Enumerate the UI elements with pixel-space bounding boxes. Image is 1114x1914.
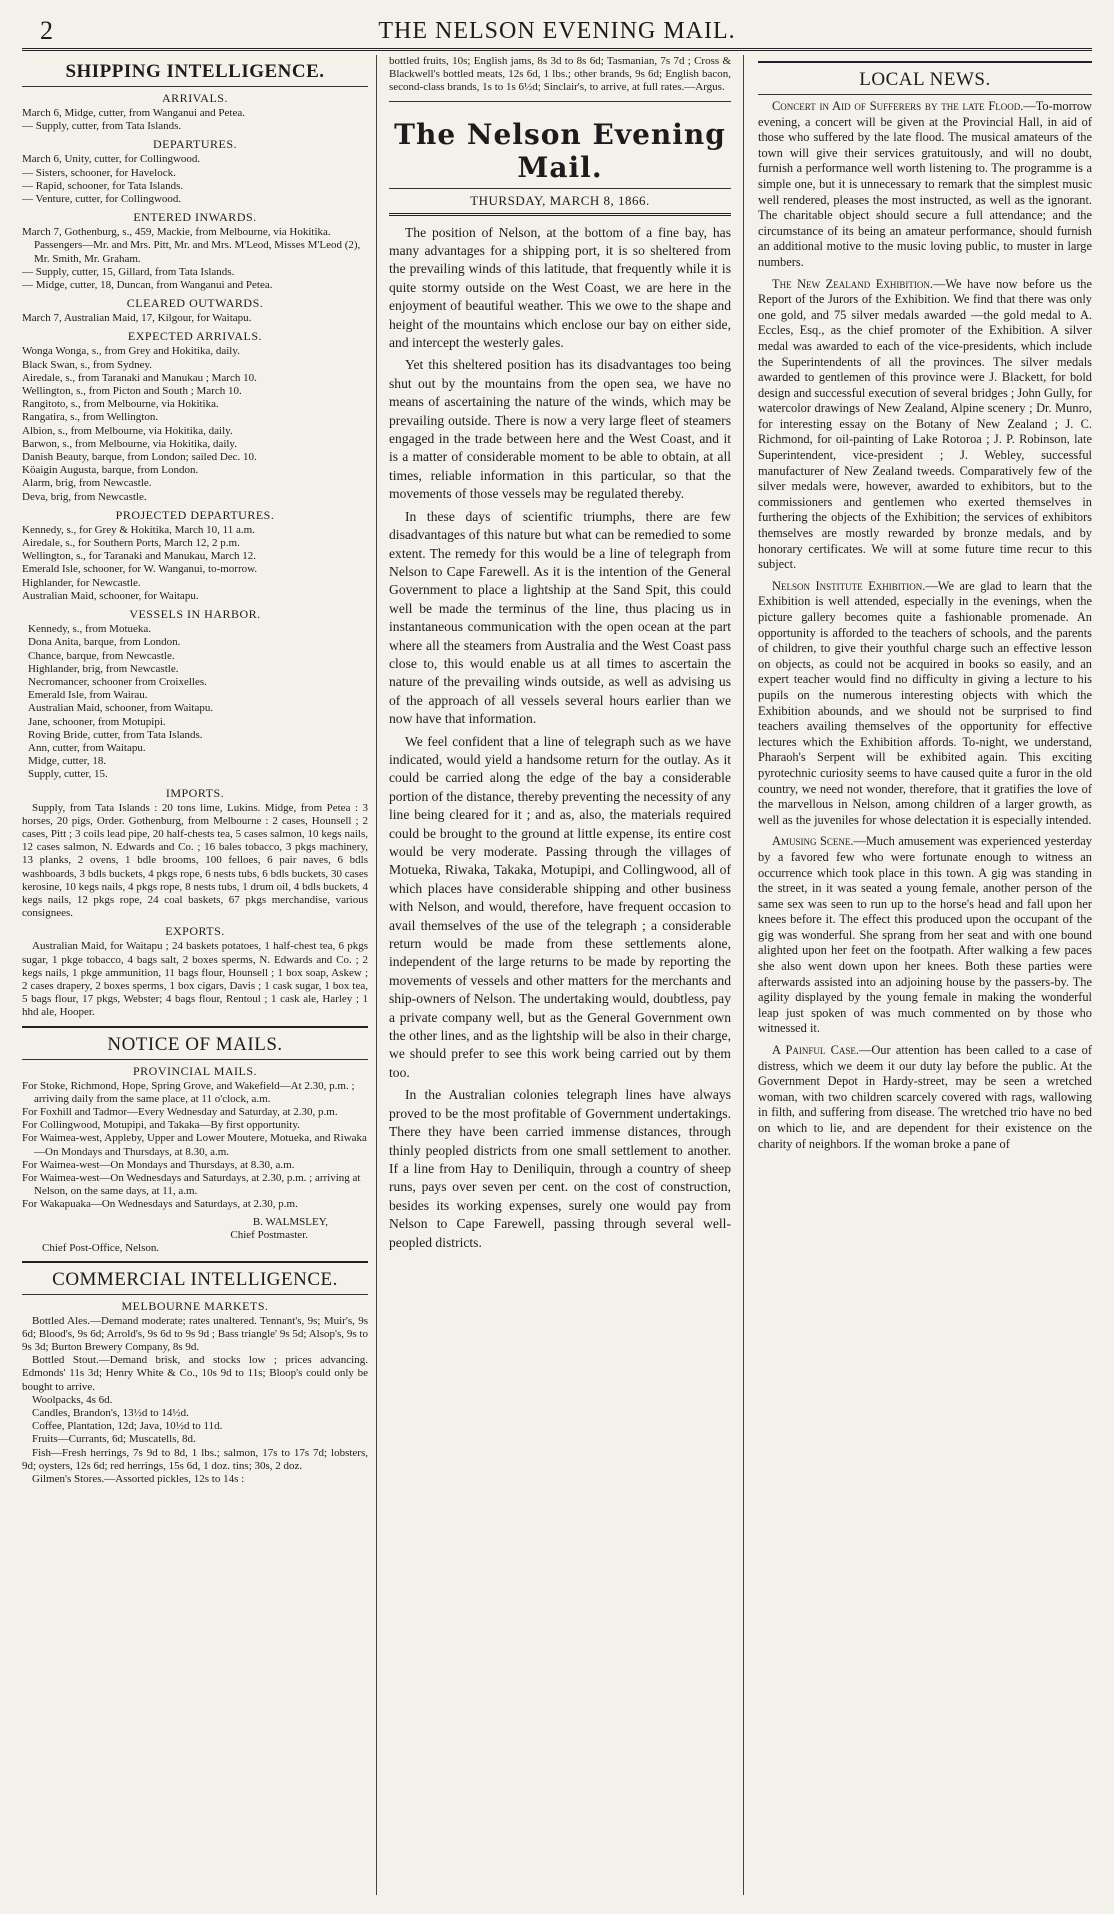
arrivals-heading: ARRIVALS. bbox=[162, 91, 228, 105]
news-item-title: Concert in Aid of Sufferers by the late Flood. bbox=[772, 99, 1024, 113]
exports-text: Australian Maid, for Waitapu ; 24 baskets potatoes, 1 half-chest tea, 6 pkgs sugar, 1 pkge tobacco, 4 bags salt, 2 boxes sperms, N. Edwards and Co. ; 2 kegs nails, 1 pkge ammunition, 11 bags flour, Hounsell ; 1 box soap, Askew ; 2 cases drapery, 2 boxes sperms, 1 box cigars, Davis ; 1 cask sugar, 1 box tea, 5 bags flour, 17 pkgs, Webster; 4 bags flour, Rentoul ; 1 cask ale, Harley ; 1 hhd ale, Hooper. bbox=[22, 940, 368, 1019]
news-item bbox=[758, 277, 1092, 573]
list-item: Jane, schooner, from Motupipi. bbox=[28, 715, 166, 728]
list-item: Albion, s., from Melbourne, via Hokitika, daily. bbox=[22, 424, 233, 437]
mail-entry: For Collingwood, Motupipi, and Takaka—By first opportunity. bbox=[22, 1119, 300, 1132]
list-item: Alarm, brig, from Newcastle. bbox=[22, 477, 152, 490]
list-item: Supply, cutter, 15. bbox=[28, 768, 108, 781]
dateline: THURSDAY, MARCH 8, 1866. bbox=[389, 188, 731, 216]
expected-heading: EXPECTED ARRIVALS. bbox=[127, 329, 263, 344]
mails-heading: NOTICE OF MAILS. bbox=[22, 1026, 368, 1060]
harbor-heading: VESSELS IN HARBOR. bbox=[129, 607, 261, 622]
editorial-paragraph: In these days of scientific triumphs, there are few disadvantages of this nature but what can be remedied to some extent. The remedy for this would be a line of telegraph from Nelson to Cape Farewell. As it is the intention of the General Government to place a lightship at the Sand Spit, this could well be made the terminus of the line, thus placing us in instantaneous communication with the open ocean at the part where all the steamers from Australia and the West Coast pass close to, this would enable us at all times to ascertain the nature of the prevailing winds outside, as well as advising us of the approach of all vessels several hours earlier than we now have that information. bbox=[389, 508, 731, 727]
news-item-title: The New Zealand Exhibition. bbox=[772, 276, 933, 291]
news-item-body: —We have now before us the Report of the Jurors of the Exhibition. We find that there was only one gold, and 75 silver medals awarded —the gold medal to A. Eccles, Esq., as the chief promoter of the Exhibition. A silver medal was awarded to each of the vice-presidents, which include the Superintendents of all the provinces. The silver medals awarded to gentlemen of this province were J. Blackett, for bold design and successful execution of several bridges ; John Gully, for watercolor drawings of New Zealand, Alpine scenery ; Dr. Munro, for interesting essay on the Botany of New Zealand ; J. C. Richmond, for oil-painting of Lake Rotoroa ; J. P. Robinson, late Superintendent, vice-president ; J. Webley, successful manufacturer of New Zealand tweeds. Comparatively few of the silver medals were, however, awarded to exhibitors, but to the commissioners and gentlemen who exerted themselves in furthering the objects of the Exhibition; the services of exhibitors themselves are mostly rewarded by bronze medals, and by honorary certificates. We will at some future time recur to this subject. bbox=[758, 276, 1092, 572]
masthead bbox=[22, 14, 1092, 51]
imports-heading: IMPORTS. bbox=[165, 785, 225, 800]
provincial-mails-heading: PROVINCIAL MAILS. bbox=[132, 1063, 258, 1078]
list-item: Wonga Wonga, s., from Grey and Hokitika, daily. bbox=[22, 345, 240, 358]
list-item: — Midge, cutter, 18, Duncan, from Wanganui and Petea. bbox=[22, 279, 273, 292]
news-item bbox=[758, 1043, 1092, 1152]
news-item-body: —To-morrow evening, a concert will be given at the Provincial Hall, in aid of those who suffered by the late flood. The musical amateurs of the town will give their services gratuitously, and will no doubt, furnish a performance well worth listening to. The programme is a simple one, but it is unnecessary to remark that the simplest music well rendered, pleases the most instructed, as well as the ignorant. The charitable object should secure a full attendance; and the circumstance of its being an amateur performance, should furnish an additional motive to the music loving public, to muster in large numbers. bbox=[758, 99, 1092, 269]
postmaster-name: B. WALMSLEY, bbox=[252, 1215, 328, 1228]
list-item: Highlander, brig, from Newcastle. bbox=[28, 662, 179, 675]
list-item: — Venture, cutter, for Collingwood. bbox=[22, 193, 182, 206]
news-item-title: Amusing Scene. bbox=[772, 834, 854, 849]
masthead-title: THE NELSON EVENING MAIL. bbox=[378, 18, 736, 44]
list-item: Rangatira, s., from Wellington. bbox=[22, 411, 159, 424]
column-shipping bbox=[22, 55, 377, 1895]
news-item-title: A Painful Case. bbox=[772, 1043, 859, 1058]
local-news-heading: LOCAL NEWS. bbox=[758, 61, 1092, 95]
list-item: Airedale, s., from Taranaki and Manukau ; March 10. bbox=[22, 371, 257, 384]
projected-heading: PROJECTED DEPARTURES. bbox=[115, 507, 275, 522]
column-local-news bbox=[744, 55, 1092, 1895]
mail-entry: For Stoke, Richmond, Hope, Spring Grove, and Wakefield—At 2.30, p.m. ; arriving daily from the same place, at 11 o'clock, a.m. bbox=[22, 1079, 355, 1105]
list-item: March 6, Midge, cutter, from Wanganui and Petea. bbox=[22, 107, 245, 119]
market-entry: Gilmen's Stores.—Assorted pickles, 12s to 14s : bbox=[32, 1473, 245, 1486]
list-item: Emerald Isle, from Wairau. bbox=[28, 689, 148, 702]
news-item bbox=[758, 99, 1092, 271]
news-item-body: —Much amusement was experienced yesterday by a favored few who were fortunate enough to witness an occurrence which took place in this town. A gig was standing in the street, in it was seated a young female, another person of the same sex was seen to run up to the horse's head and fall upon her knees before it. The effect this produced upon the occupant of the gig was wonderful. She sprang from her seat and with one bound alighted upon her feet on the footpath. After walking a few paces she also went down upon her knees. Both these parties were afterwards assisted into an adjoining house by the passers-by. The agility displayed by the young female in making the wonderful leap just spoken of was much commented on by those who witnessed it. bbox=[758, 834, 1092, 1036]
list-item: Wellington, s., from Picton and South ; March 10. bbox=[22, 385, 242, 398]
list-item: Necromancer, schooner from Croixelles. bbox=[28, 675, 207, 688]
market-entry: Woolpacks, 4s 6d. bbox=[32, 1393, 113, 1406]
editorial-paragraph: We feel confident that a line of telegraph such as we have indicated, would yield a handsome return for the outlay. As it could be carried along the edge of the bay a considerable portion of the distance, thereby preventing the necessity of any line being cleared for it ; and as, also, the materials required could be brought to the ground at little expense, its entire cost would be very moderate. Passing through the villages of Motueka, Riwaka, Takaka, Motupipi, and Collingwood, all of which places have considerable shipping and other business with Nelson, and would, therefore, have frequent occasion to avail themselves of the use of the telegraph ; a considerable return would be made from these settlements alone, independent of the large returns to be made by reporting the movements of vessels and other matters for the merchants and ship-owners of Nelson. The undertaking would, doubtless, pay a private company well, but as the General Government own the other lines, and as the lightship will be also in their charge, we should prefer to see this work being carried out by them too. bbox=[389, 733, 732, 1080]
news-item bbox=[758, 579, 1092, 829]
mail-entry: For Waimea-west—On Mondays and Thursdays, at 8.30, a.m. bbox=[22, 1158, 295, 1171]
market-entry: Fruits—Currants, 6d; Muscatells, 8d. bbox=[32, 1433, 196, 1446]
editorial-paragraph: In the Australian colonies telegraph lines have always proved to be the most profitable of Government undertakings. There they have been carried immense distances, through thinly peopled districts from one small settlement to another. If a line from Hay to Deniliquin, through a country of sheep runs, pays over seven per cent. on the cost of construction, besides its working expenses, surely one would pay from Nelson to Cape Farewell, passing through several well-peopled districts. bbox=[389, 1087, 731, 1250]
shipping-heading: SHIPPING INTELLIGENCE. bbox=[22, 61, 368, 87]
market-entry: Bottled Stout.—Demand brisk, and stocks low ; prices advancing. Edmonds' 11s 3d; Henry White & Co., 10s 9d to 11s; Bloop's could only be bought to arrive. bbox=[22, 1354, 368, 1393]
list-item: Danish Beauty, barque, from London; sailed Dec. 10. bbox=[22, 451, 257, 464]
list-item: March 7, Gothenburg, s., 459, Mackie, from Melbourne, via Hokitika. Passengers—Mr. and Mrs. Pitt, Mr. and Mrs. M'Leod, Misses M'Leod (2), Mr. Smith, Mr. Graham. bbox=[22, 226, 361, 265]
paper-title: The Nelson Evening Mail. bbox=[394, 117, 726, 184]
market-entry: Coffee, Plantation, 12d; Java, 10½d to 11d. bbox=[32, 1420, 223, 1433]
list-item: Airedale, s., for Southern Ports, March 12, 2 p.m. bbox=[22, 537, 240, 550]
list-item: — Supply, cutter, from Tata Islands. bbox=[22, 120, 182, 133]
list-item: — Rapid, schooner, for Tata Islands. bbox=[22, 179, 184, 192]
list-item: Ann, cutter, from Waitapu. bbox=[28, 741, 146, 754]
post-office: Chief Post-Office, Nelson. bbox=[42, 1241, 160, 1254]
mail-entry: For Waimea-west, Appleby, Upper and Lower Moutere, Motueka, and Riwaka—On Mondays and Thursdays, at 8.30, a.m. bbox=[22, 1132, 367, 1158]
list-item: Kennedy, s., from Motueka. bbox=[28, 623, 152, 636]
editorial-paragraph: The position of Nelson, at the bottom of a fine bay, has many advantages for a shipping port, it is so sheltered from the prevailing winds of this latitude, that frequently while it is quite stormy outside on the West Coast, we are here in the enjoyment of beautiful weather. This we owe to the shape and height of the mountains which enclose our bay on either side, and intercept the westerly gales. bbox=[389, 224, 731, 351]
list-item: Dona Anita, barque, from London. bbox=[28, 636, 181, 649]
postmaster-title: Chief Postmaster. bbox=[230, 1228, 308, 1241]
list-item: Barwon, s., from Melbourne, via Hokitika, daily. bbox=[22, 437, 237, 450]
list-item: Black Swan, s., from Sydney. bbox=[22, 358, 153, 371]
list-item: Roving Bride, cutter, from Tata Islands. bbox=[28, 728, 203, 741]
market-entry: Bottled Ales.—Demand moderate; rates unaltered. Tennant's, 9s; Muir's, 9s 6d; Blood's, 9s 6d; Arrold's, 9s 6d to 9s 9d ; Bass triangle' 9s 5d; Alsop's, 9s to 9s 3d; Burton Brewery Company, 8s 9d. bbox=[22, 1314, 368, 1354]
news-item bbox=[758, 834, 1092, 1037]
list-item: — Sisters, schooner, for Havelock. bbox=[22, 166, 176, 179]
mail-entry: For Waimea-west—On Wednesdays and Saturdays, at 2.30, p.m. ; arriving at Nelson, on the same days, at 11, a.m. bbox=[22, 1172, 361, 1198]
list-item: Deva, brig, from Newcastle. bbox=[22, 490, 147, 503]
list-item: Australian Maid, schooner, from Waitapu. bbox=[28, 702, 214, 715]
list-item: March 6, Unity, cutter, for Collingwood. bbox=[22, 153, 201, 166]
list-item: March 7, Australian Maid, 17, Kilgour, for Waitapu. bbox=[22, 312, 252, 325]
commercial-heading: COMMERCIAL INTELLIGENCE. bbox=[22, 1261, 368, 1295]
list-item: Rangitoto, s., from Melbourne, via Hokitika. bbox=[22, 398, 219, 411]
mail-entry: For Wakapuaka—On Wednesdays and Saturdays, at 2.30, p.m. bbox=[22, 1198, 298, 1211]
list-item: Emerald Isle, schooner, for W. Wanganui, to-morrow. bbox=[22, 563, 258, 576]
list-item: Kennedy, s., for Grey & Hokitika, March 10, 11 a.m. bbox=[22, 523, 255, 536]
editorial-paragraph: Yet this sheltered position has its disadvantages too being shut out by the mountains from the open sea, we have no means of ascertaining the nature of the winds, which may be prevailing outside. There is now a very large fleet of steamers engaged in the trade between here and the West Coast, and it is a matter of considerable moment to be able to obtain, at all times, reliable information in this particular, so that the movements of those vessels may be regulated thereby. bbox=[389, 357, 731, 502]
news-item-body: —Our attention has been called to a case of distress, which we deem it our duty lay before the public. At the Government Depot in Hardy-street, may be seen a wretched woman, with two children scarcely covered with rags, wallowing in filth, and suffering from disease. The wretched trio have no bed on which to lie, and are dependent for their existence on the charity of neighbors. If the woman broke a pane of bbox=[758, 1043, 1092, 1151]
column-editorial bbox=[377, 55, 744, 1895]
markets-heading: MELBOURNE MARKETS. bbox=[121, 1298, 269, 1313]
exports-heading: EXPORTS. bbox=[165, 924, 225, 939]
imports-text: Supply, from Tata Islands : 20 tons lime, Lukins. Midge, from Petea : 3 horses, 20 pigs, Order. Gothenburg, from Melbourne : 2 cases, Hounsell ; 2 cases, Pitt ; 3 coils lead pipe, 20 half-chests tea, 5 cases salmon, 10 kegs nails, 12 cases salmon, N. Edwards and Co. ; 16 bales tobacco, 3 pkgs machinery, 13 planks, 2 ovens, 1 bdle brooms, 100 felloes, 6 pair naves, 6 bdls washboards, 3 bdls buckets, 4 pkgs rope, 6 nests tubs, 6 bdls buckets, 30 cases kerosine, 10 kegs nails, 4 pkgs rope, 8 nests tubs, 1 drum oil, 4 bdls buckets, 4 kegs nails, 12 pkgs rope, 24 coal baskets, 67 pkgs merchandise, various consignees. bbox=[22, 801, 368, 920]
mail-entry: For Foxhill and Tadmor—Every Wednesday and Saturday, at 2.30, p.m. bbox=[22, 1105, 338, 1118]
list-item: Australian Maid, schooner, for Waitapu. bbox=[22, 589, 199, 602]
news-item-title: Nelson Institute Exhibition. bbox=[772, 578, 926, 593]
departures-heading: DEPARTURES. bbox=[152, 137, 238, 152]
list-item: Wellington, s., for Taranaki and Manukau, March 12. bbox=[22, 550, 256, 563]
list-item: Köaigin Augusta, barque, from London. bbox=[22, 464, 199, 477]
list-item: — Supply, cutter, 15, Gillard, from Tata Islands. bbox=[22, 265, 235, 278]
market-entry: Fish—Fresh herrings, 7s 9d to 8d, 1 lbs.; salmon, 17s to 17s 7d; lobsters, 9d; oysters, 12s 6d; red herrings, 15s 6d, 1 doz. tins; 30s, 2 doz. bbox=[22, 1446, 368, 1472]
list-item: Chance, barque, from Newcastle. bbox=[28, 649, 175, 662]
list-item: Midge, cutter, 18. bbox=[28, 755, 107, 768]
cleared-heading: CLEARED OUTWARDS. bbox=[126, 296, 264, 311]
market-entry: Candles, Brandon's, 13½d to 14½d. bbox=[32, 1407, 189, 1420]
columns bbox=[22, 55, 1092, 1895]
list-item: Highlander, for Newcastle. bbox=[22, 576, 141, 589]
entered-heading: ENTERED INWARDS. bbox=[133, 210, 257, 225]
news-item-body: —We are glad to learn that the Exhibition is well attended, especially in the evenings, when the picture gallery becomes quite a fashionable promenade. An opportunity is afforded to the teachers of schools, and the parents of children, to give their youthful charge such an effective lesson on objects, as could not be acquired in books so easily, and an expert teacher would find no difficulty in giving a lecture to his pupils on the numerous interesting objects with which the Exhibition abounds, and we should not be surprised to find teachers availing themselves of the opportunity for effective lectures which the Exhibition affords. To-night, we understand, Pharaoh's Serpent will be exhibited again. This exciting pyrotechnic curiosity seems to have caused quite a furor in the old country, we need not wonder, therefore, that it gratifies the love of the marvellous in Nelson, among children of a larger growth, as well as the juveniles for whose delectation it is especially intended. bbox=[758, 578, 1092, 827]
page-number: 2 bbox=[40, 16, 53, 45]
markets-continued: bottled fruits, 10s; English jams, 8s 3d to 8s 6d; Tasmanian, 7s 7d ; Cross & Blackwell's bottled meats, 12s 6d, 1 lbs.; other brands, 9s 6d; English bacon, second-class brands, 1s to 1s 6½d; Sinclair's, to arrive, at full rates.—Argus. bbox=[389, 55, 731, 102]
